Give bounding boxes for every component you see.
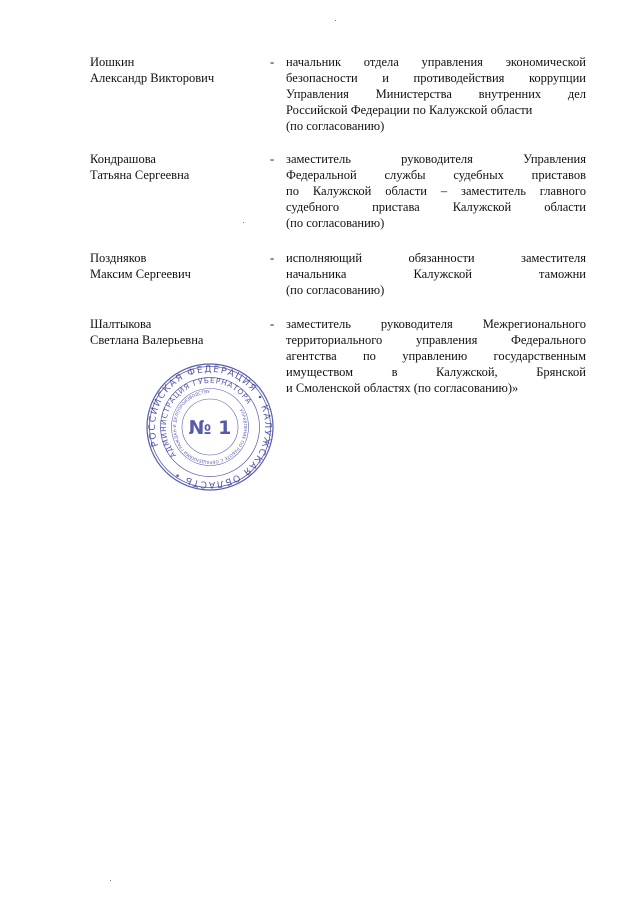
position-line: судебного пристава Калужской области (286, 200, 586, 214)
position-line: имуществом в Калужской, Брянской (286, 365, 586, 379)
position-line: (по согласованию) (286, 216, 385, 230)
member-name (90, 54, 260, 86)
separator-dash: - (270, 152, 275, 166)
separator-dash: - (270, 251, 275, 265)
member-surname: Шалтыкова (90, 317, 152, 331)
seal-center-number: № 1 (188, 417, 232, 439)
position-line: по Калужской области – заместитель главного (286, 184, 586, 198)
position-line: исполняющий обязанности заместителя (286, 251, 586, 265)
position-line: заместитель руководителя Межрегионального (286, 317, 586, 331)
scan-speck (335, 20, 336, 21)
seal-middle-text: АДМИНИСТРАЦИЯ ГУБЕРНАТОРА (158, 375, 254, 460)
member-name (90, 316, 260, 348)
official-seal (145, 362, 275, 492)
position-line: (по согласованию) (286, 119, 385, 133)
member-position (286, 151, 586, 231)
position-line: агентства по управлению государственным (286, 349, 586, 363)
position-line: начальника Калужской таможни (286, 267, 586, 281)
position-line: Российской Федерации по Калужской области (286, 103, 533, 117)
scan-speck (243, 222, 244, 223)
position-line: территориального управления Федерального (286, 333, 586, 347)
member-name (90, 250, 260, 282)
member-surname: Иошкин (90, 55, 135, 69)
scan-speck (110, 880, 111, 881)
member-surname: Поздняков (90, 251, 147, 265)
member-surname: Кондрашова (90, 152, 156, 166)
separator-dash: - (270, 317, 275, 331)
seal-outer-text: РОССИЙСКАЯ ФЕДЕРАЦИЯ • КАЛУЖСКАЯ ОБЛАСТЬ • (146, 363, 274, 491)
seal-inner-text: УПРАВЛЕНИЕ ПО РАБОТЕ С ОБРАЩЕНИЯМИ ГРАЖДАН И ДЕЛОПРОИЗВОДСТВУ (171, 388, 249, 466)
position-line: (по согласованию) (286, 283, 385, 297)
member-position (286, 316, 586, 396)
position-line: Федеральной службы судебных приставов (286, 168, 586, 182)
position-line: начальник отдела управления экономической (286, 55, 586, 69)
member-given-names: Александр Викторович (90, 71, 215, 85)
member-position (286, 54, 586, 134)
position-line: и Смоленской областях (по согласованию)» (286, 381, 519, 395)
member-given-names: Татьяна Сергеевна (90, 168, 190, 182)
member-given-names: Максим Сергеевич (90, 267, 191, 281)
member-name (90, 151, 260, 183)
position-line: заместитель руководителя Управления (286, 152, 586, 166)
member-given-names: Светлана Валерьевна (90, 333, 204, 347)
member-position (286, 250, 586, 298)
position-line: Управления Министерства внутренних дел (286, 87, 586, 101)
separator-dash: - (270, 55, 275, 69)
position-line: безопасности и противодействия коррупции (286, 71, 586, 85)
